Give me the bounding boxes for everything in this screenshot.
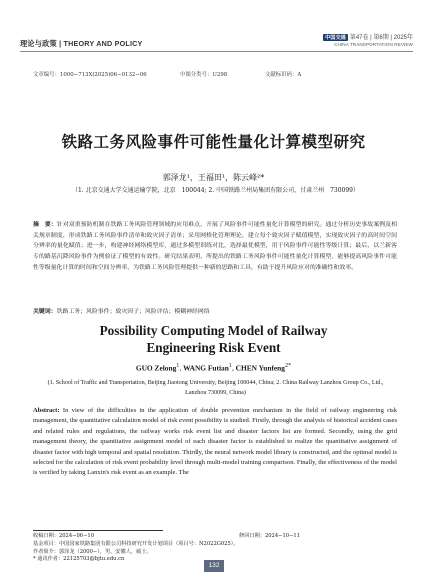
journal-issue: 第47卷 | 第6期 | 2025年 bbox=[349, 35, 413, 41]
footnote-divider bbox=[33, 530, 163, 531]
affiliation-en: (1. School of Traffic and Transportation, Beijing Jiaotong University, Beijing 100044, China; 2. China Railway Lanzhou Group Co., Ltd., Lanzhou 730099, China) bbox=[47, 380, 384, 396]
author-name: GUO Zelong bbox=[135, 363, 177, 373]
author-sup: 1 bbox=[228, 363, 232, 369]
fund-info: 基金项目：中国国家铁路集团有限公司科技研究开发计划项目（项目号：N2022G025）。 bbox=[33, 540, 239, 547]
journal-masthead bbox=[323, 32, 413, 47]
journal-name-en: CHINA TRANSPORTATION REVIEW bbox=[334, 42, 413, 47]
keywords-text-zh: 铁路工务；风险事件；致灾因子；风险评估；模糊神经网络 bbox=[56, 309, 210, 315]
abstract-text-en: In view of the difficulties in the application of double prevention mechanism in the field of railway engineering risk management, the quantitative calculation model of risk event possibility is studied. Firstly, through the analysis of historical accident cases and related rules and regulations, the railway works risk event list and disaster factors list are formed. Secondly, using the grid management theory, the quantitative assignment model of each disaster factor is established to realize the quantitative assignment of disaster factor with high temporal and spatial resolution. Thirdly, the neural network model library is constructed, and the optimal model is selected for the calculation of risk event probability level through multi-model training comparison. Finally, the effectiveness of the model is verified by taking Lanxin's risk event as an example. The bbox=[33, 407, 397, 477]
page-header bbox=[20, 30, 413, 52]
keywords-zh bbox=[33, 306, 397, 315]
page-number: 132 bbox=[204, 560, 224, 572]
authors-zh: 郭泽龙¹，王福田¹，陈云峰²* bbox=[162, 173, 265, 182]
received-date: 收稿日期：2024−06−10 bbox=[33, 533, 95, 539]
author-name: CHEN Yunfeng bbox=[235, 363, 285, 373]
paper-title-en bbox=[0, 322, 427, 356]
abstract-en bbox=[33, 406, 397, 479]
revised-date: 修回日期：2024−10−11 bbox=[239, 533, 301, 539]
affiliation-zh: （1. 北京交通大学交通运输学院，北京 100044; 2. 中国铁路兰州局集团有限公司，甘肃兰州 730099） bbox=[71, 187, 359, 194]
document-code: 文献标识码：A bbox=[265, 72, 302, 78]
column-label: 理论与政策 | THEORY AND POLICY bbox=[20, 39, 143, 48]
paper-title-en-line2: Engineering Risk Event bbox=[146, 340, 281, 355]
author-name: WANG Futian bbox=[183, 363, 229, 373]
clc-number: 中图分类号：U298 bbox=[180, 72, 228, 78]
abstract-label-en: Abstract: bbox=[33, 407, 60, 414]
keywords-label-zh: 关键词： bbox=[33, 309, 57, 315]
journal-issue-row bbox=[323, 32, 413, 41]
abstract-label-zh: 摘 要： bbox=[33, 222, 57, 228]
paper-title-en-line1: Possibility Computing Model of Railway bbox=[99, 323, 328, 338]
article-number: 文章编号：1000−713X(2025)06−0132−06 bbox=[33, 72, 147, 78]
paper-title-zh: 铁路工务风险事件可能性量化计算模型研究 bbox=[61, 133, 366, 151]
abstract-text-zh: 针对双重预防机制在铁路工务风险管理领域的应用难点，开展了风险事件可能性量化计算模型的研究。通过分析历史事故案例及相关规章制度，形成铁路工务风险事件清单和致灾因子清单；采用网格化管理理论，建立每个致灾因子赋值模型，实现致灾因子的高时间空间分辨率的量化赋值；进一步，构建神经网络模型库，通过多模型训练对比，选择最优模型，用于风险事件可能性等级计算；最后，以兰新客专的路基沉降风险事件为例验证了模型的有效性。研究结果表明，所提出的铁路工务风险事件可能性量化计算模型，能够提高风险事件可能性等级量化计算的时间和空间分辨率，为铁路工务风险管理提供一种新的思路和工具，有助于提升风险应对的准确性和效率。 bbox=[33, 222, 398, 271]
header-divider bbox=[20, 51, 413, 52]
abstract-zh bbox=[33, 220, 397, 274]
journal-logo: 中国交通 bbox=[325, 35, 346, 41]
author-info: 作者简介：郭泽龙（2000−），男，安徽人，硕士。 bbox=[33, 548, 152, 555]
author-sup: 2* bbox=[285, 363, 292, 369]
author-sup: 1 bbox=[176, 363, 180, 369]
corresponding-email: * 通讯作者：22125703@bjtu.edu.cn bbox=[33, 556, 125, 563]
authors-en: GUO Zelong$^1$, WANG Futian$^1$, CHEN Yunfeng$^{2*}$ bbox=[135, 363, 292, 373]
